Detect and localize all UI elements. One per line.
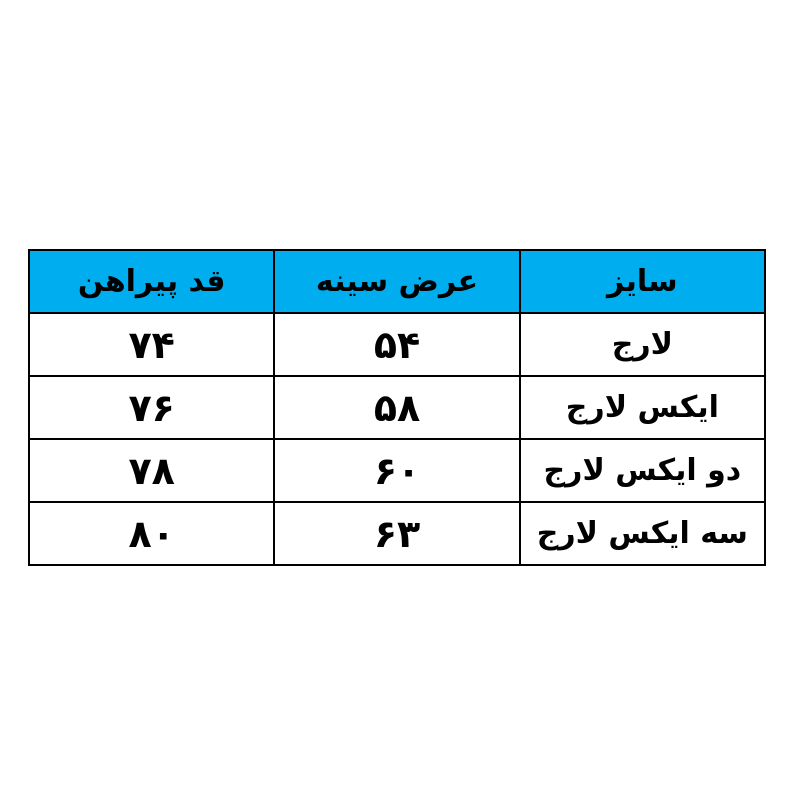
shirt-length-value: ۷۶ — [29, 376, 274, 439]
header-chest-width: عرض سینه — [274, 250, 519, 313]
shirt-length-value: ۸۰ — [29, 502, 274, 565]
size-chart — [28, 249, 766, 566]
size-chart-body — [29, 313, 765, 565]
header-shirt-length: قد پیراهن — [29, 250, 274, 313]
table-row — [29, 376, 765, 439]
size-label: لارج — [520, 313, 765, 376]
size-chart-header — [29, 250, 765, 313]
table-row — [29, 502, 765, 565]
shirt-length-value: ۷۴ — [29, 313, 274, 376]
size-label: ایکس لارج — [520, 376, 765, 439]
chest-width-value: ۶۳ — [274, 502, 519, 565]
header-size: سایز — [520, 250, 765, 313]
shirt-length-value: ۷۸ — [29, 439, 274, 502]
chest-width-value: ۵۴ — [274, 313, 519, 376]
size-chart-table — [28, 249, 766, 566]
chest-width-value: ۶۰ — [274, 439, 519, 502]
size-label: سه ایکس لارج — [520, 502, 765, 565]
chest-width-value: ۵۸ — [274, 376, 519, 439]
table-row — [29, 313, 765, 376]
size-label: دو ایکس لارج — [520, 439, 765, 502]
table-row — [29, 439, 765, 502]
header-row — [29, 250, 765, 313]
